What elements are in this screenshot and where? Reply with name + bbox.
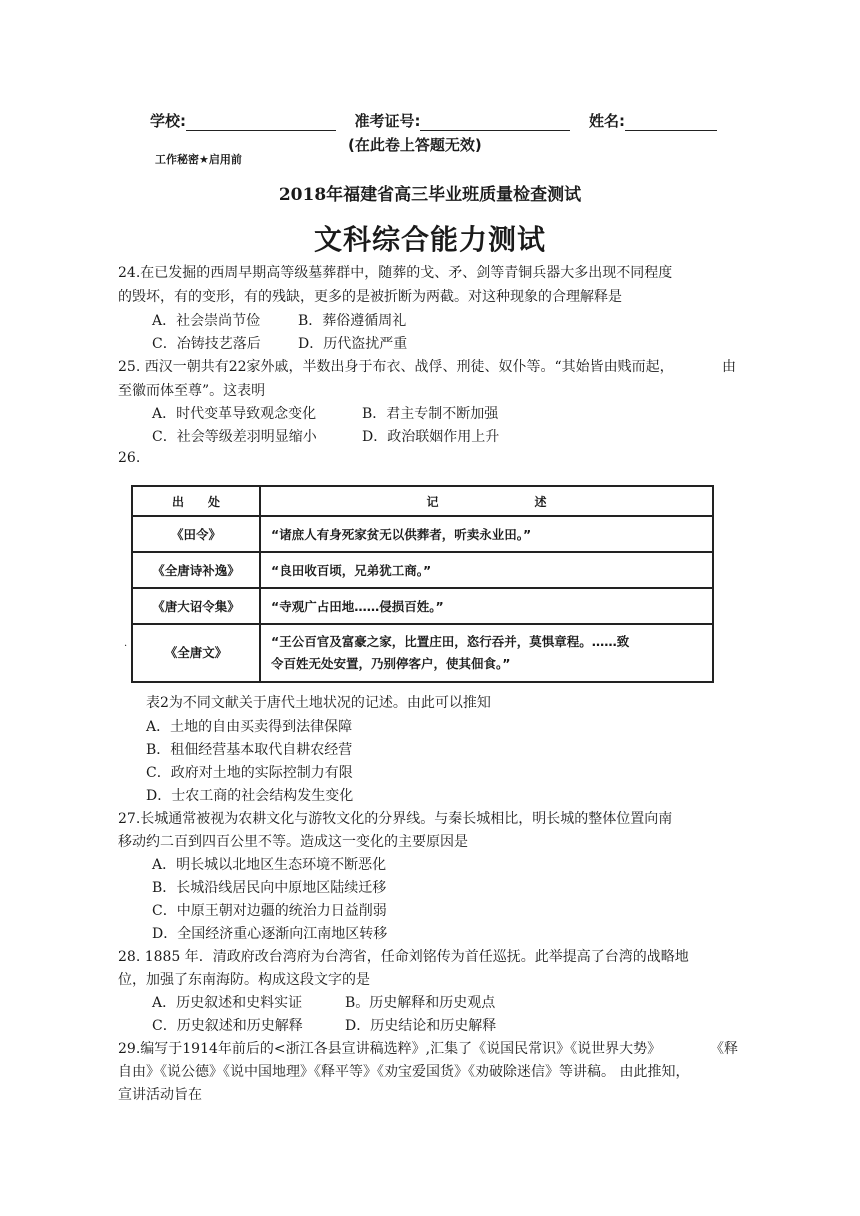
q29-line1-end: 《释 [710, 1041, 738, 1057]
exam-id-label: 准考证号: [354, 112, 421, 130]
secret-mark: 工作秘密★启用前 [155, 153, 242, 166]
col-source-header: 出 处 [132, 486, 260, 516]
q29-line3: 宣讲活动旨在 [118, 1087, 202, 1103]
table-row [132, 624, 713, 682]
q25-line1: 25. 西汉一朝共有22家外戚，半数出身于布衣、战俘、刑徒、奴仆等。“其始皆由贱而起， [118, 359, 674, 375]
q29-line2: 自由》《说公德》《说中国地理》《释平等》《劝宝爱国货》《劝破除迷信》等讲稿。 由此推知， [118, 1064, 690, 1080]
school-blank[interactable] [186, 114, 336, 131]
q25-line1-end: 由 [722, 359, 736, 375]
q27-option-d[interactable]: D．全国经济重心逐渐向江南地区转移 [152, 926, 388, 942]
q26-option-c[interactable]: C．政府对土地的实际控制力有限 [146, 765, 353, 781]
q27-option-a[interactable]: A．明长城以北地区生态环境不断恶化 [152, 857, 387, 873]
row-record: “良田收百顷，兄弟犹工商。” [260, 552, 713, 588]
q26-option-d[interactable]: D．士农工商的社会结构发生变化 [146, 788, 354, 804]
row-record [260, 624, 713, 682]
q24-option-d[interactable]: D．历代盗扰严重 [298, 336, 408, 352]
exam-id-blank[interactable] [420, 114, 570, 131]
row-source: 《全唐诗补逸》 [132, 552, 260, 588]
q26-stem: 表2为不同文献关于唐代土地状况的记述。由此可以推知 [146, 695, 491, 711]
q29-line1: 29.编写于1914年前后的<浙江各县宣讲稿选粹》,汇集了《说国民常识》《说世界大势》 [118, 1041, 662, 1057]
land-records-table [131, 485, 714, 683]
name-blank[interactable] [625, 114, 717, 131]
q28-line2: 位，加强了东南海防。构成这段文字的是 [118, 972, 370, 988]
q27-line2: 移动约二百到四百公里不等。造成这一变化的主要原因是 [118, 834, 468, 850]
q28-option-a[interactable]: A．历史叙述和史料实证 [152, 995, 303, 1011]
q26-number: 26. [118, 450, 141, 466]
q24-option-c[interactable]: C．冶铸技艺落后 [152, 336, 261, 352]
stray-dot: . [124, 638, 128, 649]
invalid-note: (在此卷上答题无效) [348, 136, 482, 154]
q28-option-d[interactable]: D．历史结论和历史解释 [345, 1018, 497, 1034]
exam-title: 2018年福建省高三毕业班质量检查测试 [278, 185, 582, 205]
q24-option-b[interactable]: B．葬俗遵循周礼 [298, 313, 407, 329]
table-row [132, 552, 713, 588]
candidate-info-line [150, 110, 717, 131]
row-source: 《田令》 [132, 516, 260, 552]
col-record-header: 记 述 [260, 486, 713, 516]
q24-option-a[interactable]: A．社会崇尚节俭 [152, 313, 261, 329]
q27-line1: 27.长城通常被视为农耕文化与游牧文化的分界线。与秦长城相比，明长城的整体位置向南 [118, 811, 673, 827]
q26-option-a[interactable]: A．土地的自由买卖得到法律保障 [146, 719, 353, 735]
q26-option-b[interactable]: B．租佃经营基本取代自耕农经营 [146, 742, 353, 758]
school-label: 学校: [150, 112, 186, 130]
name-label: 姓名: [588, 112, 625, 130]
q25-option-a[interactable]: A．时代变革导致观念变化 [152, 406, 317, 422]
row-record-line1: “王公百官及富豪之家，比置庄田，恣行吞并，莫惧章程。……致 [271, 634, 630, 649]
q27-option-b[interactable]: B．长城沿线居民向中原地区陆续迁移 [152, 880, 387, 896]
table-row [132, 516, 713, 552]
q24-line1: 24.在已发掘的西周早期高等级墓葬群中，随葬的戈、矛、剑等青铜兵器大多出现不同程度 [118, 265, 673, 281]
q28-option-c[interactable]: C．历史叙述和历史解释 [152, 1018, 303, 1034]
q25-line2: 至徽而体至尊”。这表明 [118, 383, 266, 399]
table-header-row [132, 486, 713, 516]
q28-line1: 28. 1885 年．清政府改台湾府为台湾省，任命刘铭传为首任巡抚。此举提高了台湾的战略地 [118, 949, 689, 965]
q24-line2: 的毁坏，有的变形，有的残缺，更多的是被折断为两截。对这种现象的合理解释是 [118, 289, 622, 305]
row-record: “诸庶人有身死家贫无以供葬者，听卖永业田。” [260, 516, 713, 552]
row-source: 《唐大诏令集》 [132, 588, 260, 624]
q27-option-c[interactable]: C．中原王朝对边疆的统治力日益削弱 [152, 903, 387, 919]
table-row [132, 588, 713, 624]
q25-option-c[interactable]: C．社会等级差羽明显缩小 [152, 429, 317, 445]
q25-option-b[interactable]: B．君主专制不断加强 [362, 406, 499, 422]
subject-title: 文科综合能力测试 [313, 223, 546, 256]
row-source: 《全唐文》 [132, 624, 260, 682]
row-record-line2: 令百姓无处安置，乃别停客户，使其佃食。” [271, 656, 511, 671]
row-record: “寺观广占田地……侵损百姓。” [260, 588, 713, 624]
q25-option-d[interactable]: D．政治联姻作用上升 [362, 429, 500, 445]
q28-option-b[interactable]: B。历史解释和历史观点 [345, 995, 496, 1011]
